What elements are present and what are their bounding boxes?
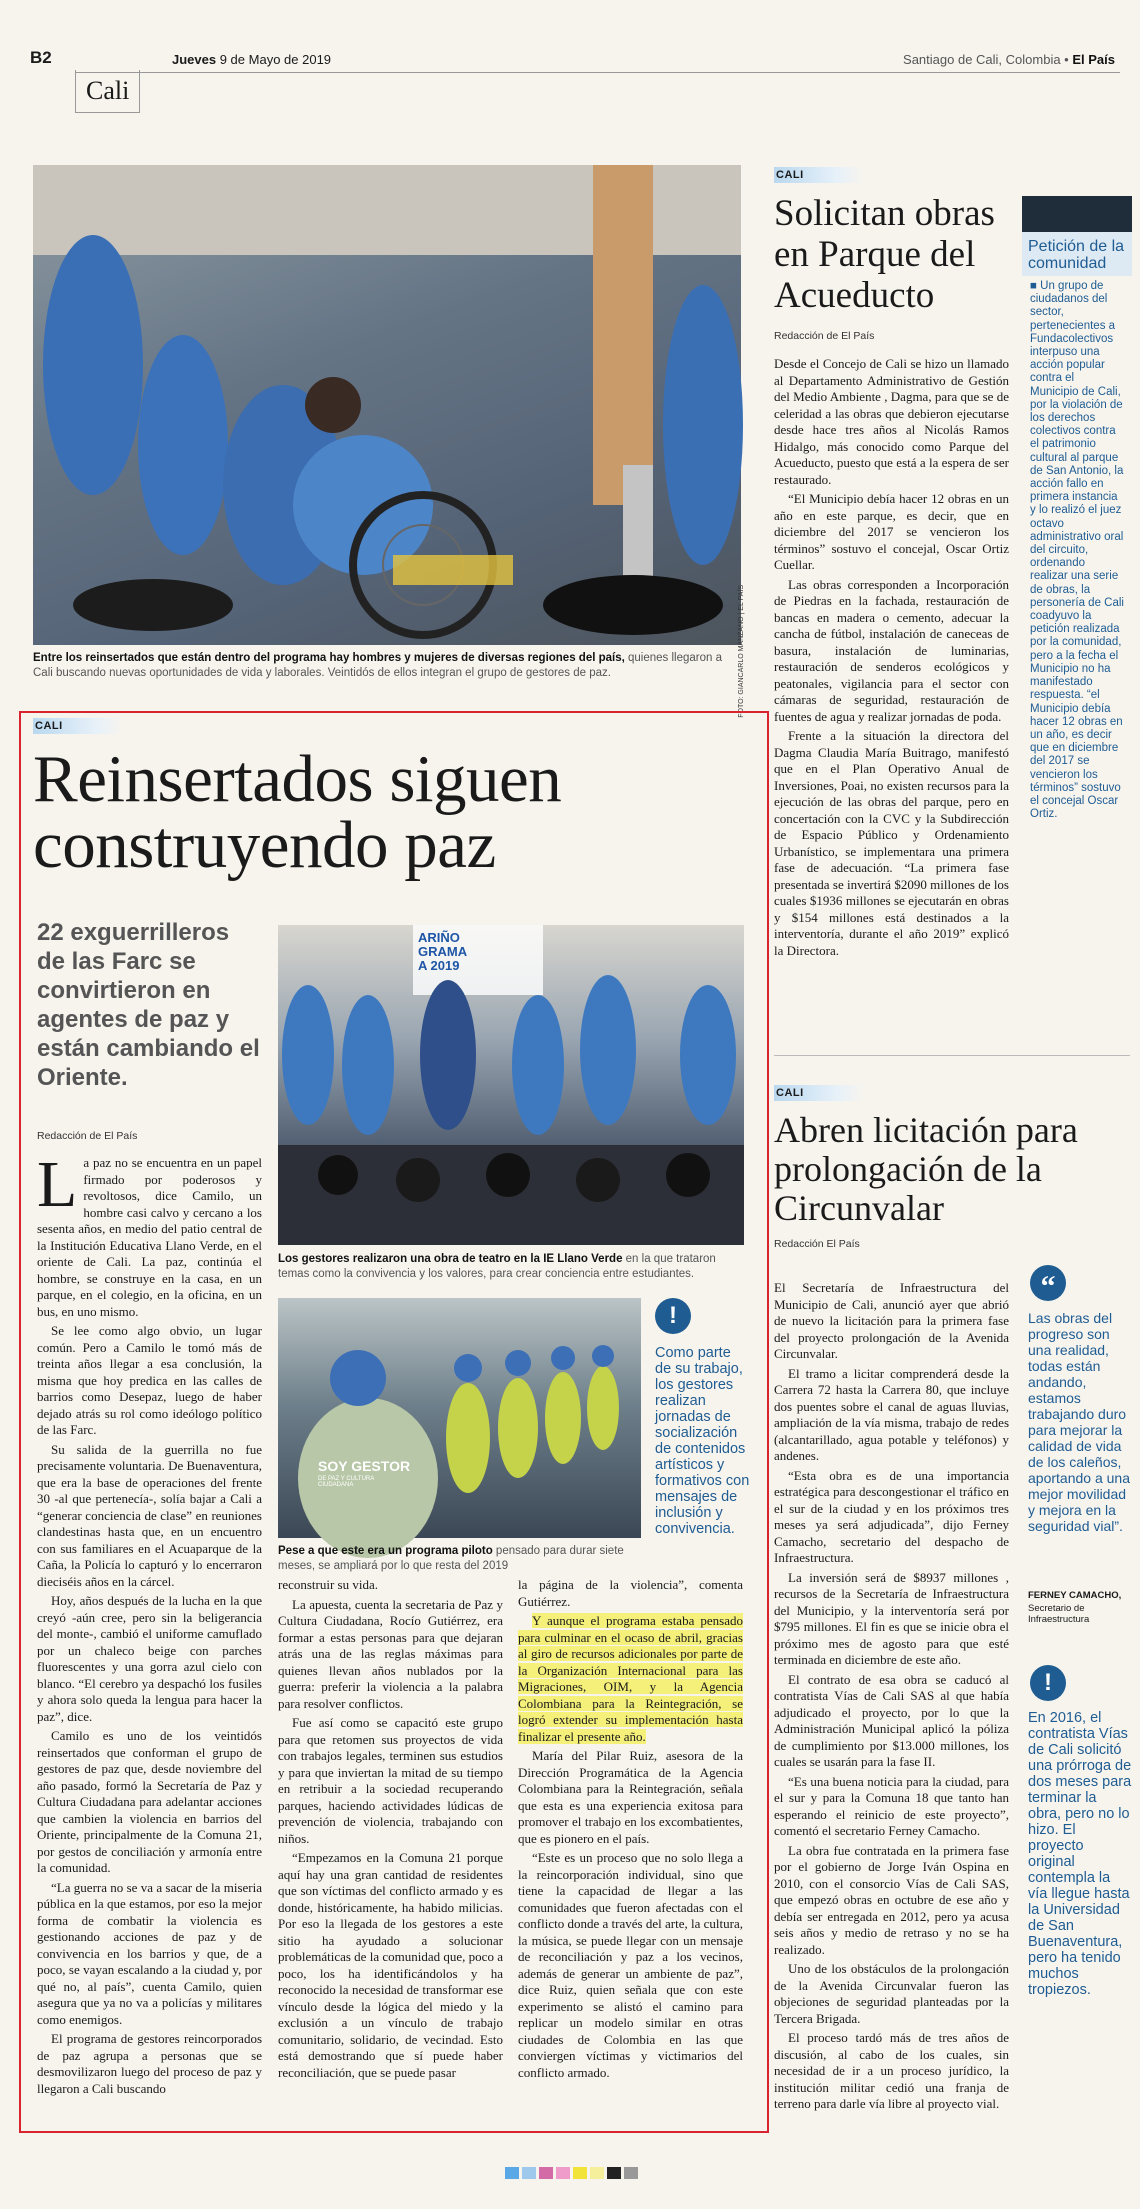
highlighted-text: Y aunque el programa estaba pensado para culminar en el ocaso de abril, gracias al giro de recursos adicionales por parte de la Organización Internacional para las Migraciones, OIM, y la Agencia Colombiana para la Reintegración, se logró extender su implementación hasta finalizar el presente año.: [518, 1613, 743, 1744]
dropcap: L: [37, 1148, 78, 1221]
header-day: Jueves: [172, 52, 217, 67]
main-headline: Reinsertados siguen construyendo paz: [33, 742, 562, 882]
top-caption-bold: Entre los reinsertados que están dentro del programa hay hombres y mujeres de diversas regiones del país,: [33, 652, 625, 664]
header-date: [172, 52, 331, 67]
main-col-3: [518, 1577, 743, 2084]
article3-p2: El tramo a licitar comprenderá desde la Carrera 72 hasta la Carrera 80, que incluye dos puentes sobre el canal de aguas lluvias, ampliación de la vía misma, trabajo de redes (alcantarillado, agua potable y teléfonos) y andenes.: [774, 1365, 1009, 1463]
article3-p4: La inversión será de $8937 millones , recursos de la Secretaría de Infraestructura del Municipio, y la interventoría será por $795 millones. El fin es que se inicie obra el próximo mes de agosto para que esté terminada en diciembre de este año.: [774, 1569, 1009, 1667]
main-kicker: CALI: [33, 718, 123, 734]
article3-body: [774, 1280, 1009, 2116]
registration-bar: [505, 2167, 638, 2179]
header-date-rest: 9 de Mayo de 2019: [219, 52, 332, 67]
main-col-2: [278, 1577, 503, 2084]
article3-headline: Abren licitación para prolongación de la Circunvalar: [774, 1110, 1078, 1228]
article2-byline: Redacción de El País: [774, 330, 875, 342]
section-label: Cali: [86, 76, 130, 105]
main-p2: Se lee como algo obvio, un lugar común. Pero a Camilo le tomó más de treinta años llegar a esa conclusión, la misma que hoy predica en las calles de barrios como Desepaz, luego de haber dejado atrás su rol como ideólogo político de las Farc.: [37, 1323, 262, 1437]
top-photo-credit: FOTO: GIANCARLO MANZANO | EL PAÍS: [738, 585, 745, 718]
page-number: B2: [30, 48, 52, 67]
section-tab: [75, 70, 140, 113]
main-p5: Camilo es uno de los veintidós reinsertados que conforman el grupo de gestores de paz que, desde noviembre del año pasado, formó la Secretaría de Paz y Cultura Ciudadana para adelantar acciones que cambien la violencia en barrios del Oriente, principalmente de la Comuna 21, por gestos de conciliación y armonía entre la comunidad.: [37, 1728, 262, 1875]
article3-p9: El proceso tardó más de tres años de discusión, al cabo de los cuales, sin necesidad de ir a un proceso jurídico, la institución militar cedió una franja de terreno para darle vía libre al proyecto vial.: [774, 2030, 1009, 2111]
main-p12: la página de la violencia”, comenta Gutiérrez.: [518, 1577, 743, 1609]
article3-byline: Redacción El País: [774, 1238, 860, 1250]
article2-p4: Frente a la situación la directora del Dagma Claudia María Buitrago, manifestó que en el Plan Operativo Anual de Inversiones, Poai, no existen recursos para la ejecución de las obras del parque, pero en concertación con la CVC y la Subdirección de Espacio Público y Ordenamiento Urbanístico, se implementara una primera fase de adecuación. “La primera fase presentada se invertirá $2090 millones de los cuales $1936 millones se ejecutarán en obras y $154 millones está destinados a la interventoría, durante el año 2019” explicó la Directora.: [774, 728, 1009, 958]
note-text: En 2016, el contratista Vías de Cali solicitó una prórroga de dos meses para terminar la obra, pero no lo hizo. El proyecto original contempla la vía llegue hasta la Universidad de San Buenaventura, pero ha tenido muchos tropiezos.: [1028, 1710, 1132, 1998]
main-p1: a paz no se encuentra en un papel firmado por poderosos y revoltosos, dice Camilo, un hombre casi calvo y cercano a los sesenta años, en medio del patio central de la Institución Educativa Llano Verde, en el oriente de Cali. La paz, continúa el hombre, se construye en la casa, en un parque, en el colegio, en la oficina, en un bus, en uno mismo.: [37, 1155, 262, 1319]
main-highlight: [518, 1613, 743, 1745]
main-article: [33, 716, 758, 882]
theater-caption-rest: en la que trataron temas como la convivencia y los valores, para crear conciencia entre estudiantes.: [278, 1253, 716, 1280]
header-rule: [75, 72, 1120, 73]
article3-p1: El Secretaría de Infraestructura del Municipio de Cali, anunció ayer que abrió de nuevo la licitación para la primera fase del proyecto prolongación de la Avenida Circunvalar.: [774, 1280, 1009, 1361]
peticion-bar: [1022, 196, 1132, 232]
article2-p3: Las obras corresponden a Incorporación de Piedras en la fachada, restauración de bancas en madera o cemento, adecuar la cancha de fútbol, instalación de caneceas de basura, instalación de luminarias, restauración de senderos ecológicos y peatonales, vigilancia para el sector con cámaras de seguridad, restauración de fuentes de agua y realizar jornadas de poda.: [774, 576, 1009, 724]
article3-p8: Uno de los obstáculos de la prolongación de la Avenida Circunvalar fueron las objeciones de seguridad planteadas por la Tercera Brigada.: [774, 1961, 1009, 2026]
theater-caption-bold: Los gestores realizaron una obra de teatro en la IE Llano Verde: [278, 1253, 623, 1265]
divider: [774, 1055, 1130, 1056]
header-city: Santiago de Cali, Colombia •: [903, 52, 1069, 67]
quote-icon: “: [1030, 1265, 1066, 1301]
theater-photo: [278, 925, 744, 1245]
main-p10: Fue así como se capacitó este grupo para que retomen sus proyectos de vida con trabajos legales, terminen sus estudios y para que inviertan la mitad de su tiempo en retribuir a la sociedad recuperando parques, haciendo actividades lúdicas de prevención de violencia, trabajando con niños.: [278, 1715, 503, 1846]
peticion-text: ■ Un grupo de ciudadanos del sector, pertenecientes a Fundacolectivos interpuso una acción popular contra el Municipio de Cali, por la violación de los derechos colectivos contra el patrimonio cultural al parque de San Antonio, la acción fallo en primera instancia y lo realizó el juez octavo administrativo oral del circuito, ordenando realizar una serie de obras, la personería de Cali coadyuvo la petición realizada por la comunidad, pero a la fecha el Municipio no ha manifestado respuesta. “el Municipio debía hacer 12 obras en un año, es decir que en diciembre del 2017 se vencieron los términos” sostuvo el concejal Oscar Ortiz.: [1030, 280, 1124, 821]
peticion-body: Un grupo de ciudadanos del sector, pertenecientes a Fundacolectivos interpuso una acción popular contra el Municipio de Cali, por la violación de los derechos colectivos contra el patrimonio cultural al parque de San Antonio, la acción fallo en primera instancia y lo realizó el juez octavo administrativo oral del circuito, ordenando realizar una serie de obras, la personería de Cali coadyuvo la petición realizada por la comunidad, pero a la fecha el Municipio no ha manifestado respuesta. “el Municipio debía hacer 12 obras en un año, es decir que en diciembre del 2017 se vencieron los términos” sostuvo el concejal Oscar Ortiz.: [1030, 280, 1124, 821]
main-note-icon: !: [655, 1298, 691, 1334]
article3-p6: “Es una buena noticia para la ciudad, para el sur y para la Comuna 18 que tanto han esperando el reinicio de este proyecto”, comentó el secretario Ferney Camacho.: [774, 1773, 1009, 1838]
quote-role: Secretario de Infraestructura: [1028, 1603, 1090, 1625]
main-p7: El programa de gestores reincorporados de paz agrupa a personas que se desmovilizaron luego del proceso de paz y llegaron a Cali buscando: [37, 2031, 262, 2096]
top-caption-rest: quienes llegaron a Cali buscando nuevas oportunidades de vida y laborales. Veintidós de ellos integran el grupo de gestores de paz.: [33, 652, 722, 679]
theater-caption: [278, 1252, 744, 1282]
article-2: [774, 165, 1014, 962]
main-byline: Redacción de El País: [37, 1130, 138, 1142]
header-location: [903, 52, 1115, 67]
note-icon: !: [1030, 1665, 1066, 1701]
main-p6: “La guerra no se va a sacar de la miseria pública en la que estamos, por eso la mejor forma de combatir la violencia es gestionando acciones de paz y de convivencia en los barrios y que, de a poco, se vayan escalando a la ciudad y, por qué no, al país”, cuenta Camilo, quien asegura que ya no va a policías y militares como enemigos.: [37, 1879, 262, 2027]
article2-kicker: CALI: [774, 167, 864, 183]
main-p4: Hoy, años después de la lucha en la que creyó -aún cree, pero sin la beligerancia del monte-, cambió el uniforme camuflado por un chaleco beige con parches fluorescentes y una gorra azul cielo con blanco. “El cerebro ya despachó los fusiles y ahora solo queda la lengua para hacer la paz”, dice.: [37, 1593, 262, 1724]
article3-kicker: CALI: [774, 1085, 864, 1101]
article2-p1: Desde el Concejo de Cali se hizo un llamado al Departamento Administrativo de Gestión del Medio Ambiente , Dagma, para que se de celeridad a las obras que debieron ejecutarse desde hace tres años al Nicolás Ramos Hidalgo, más conocido como Parque del Acueducto, puesto que está a la espera de ser restaurado.: [774, 356, 1009, 487]
quote-text: Las obras del progreso son una realidad, todas están andando, estamos trabajando duro para mejorar la calidad de vida de los caleños, aportando a una mejor movilidad y mejora en la seguridad vial”.: [1028, 1310, 1130, 1534]
header-brand: El País: [1072, 52, 1115, 67]
gestores-photo-illustration: [278, 1298, 641, 1538]
main-note: Como parte de su trabajo, los gestores realizan jornadas de socialización de contenidos artísticos y formativos con mensajes de inclusión y convivencia.: [655, 1345, 750, 1537]
article3-p7: La obra fue contratada en la primera fase por el gobierno de Jorge Iván Ospina en 2010, con el consorcio Vías de Cali SAS, que empezó obras en octubre de ese año y debía ser entregada en 2012, pero ya acusa seis años y medio de retraso y no se ha realizado.: [774, 1842, 1009, 1957]
peticion-title: Petición de la comunidad: [1022, 232, 1132, 276]
article2-p2: “El Municipio debía hacer 12 obras en un año en este parque, es decir, que en diciembre del 2017 se vencieron los términos” sostuvo el concejal, Oscar Ortiz Cuellar.: [774, 491, 1009, 572]
article2-body: [774, 356, 1009, 959]
main-col-1: [37, 1148, 262, 2100]
theater-banner: ARIÑO GRAMA A 2019: [418, 930, 468, 973]
gestores-caption: [278, 1544, 638, 1574]
theater-photo-illustration: [278, 925, 744, 1245]
gestores-caption-bold: Pese a que este era un programa piloto: [278, 1545, 493, 1557]
main-p8: reconstruir su vida.: [278, 1577, 379, 1592]
article3-p3: “Esta obra es de una importancia estratégica para descongestionar el tráfico en el sur de la ciudad y en los próximos tres meses ya será adjudicada”, dijo Ferney Camacho, secretario del despacho de Infraestructura.: [774, 1467, 1009, 1565]
article2-headline: Solicitan obras en Parque del Acueducto: [774, 193, 995, 316]
vest-sublabel: DE PAZ Y CULTURA CIUDADANA: [318, 1476, 374, 1488]
gestores-photo: [278, 1298, 641, 1538]
main-p3: Su salida de la guerrilla no fue precisamente voluntaria. De Buenaventura, que era la base de operaciones del frente 30 -al que pertenecía-, solía bajar a Cali a “generar conciencia de clase” en reuniones clandestinas hasta que, en un encuentro con sus familiares en el Acuaparque de la Caña, la Policía lo capturó y lo encerraron dieciséis años en la cárcel.: [37, 1441, 262, 1589]
wheelchair-photo-illustration: [33, 165, 741, 645]
article-3: [774, 1083, 1124, 1250]
gestores-caption-rest: pensado para durar siete meses, se ampliará por lo que resta del 2019: [278, 1545, 624, 1572]
main-p9: La apuesta, cuenta la secretaria de Paz y Cultura Ciudadana, Rocío Gutiérrez, era formar a estas personas para que dejaran atrás una de las reglas máximas para quienes llevan años nublados por la guerra: preferir la violencia a la palabra para resolver conflictos.: [278, 1596, 503, 1711]
top-photo-caption: [33, 651, 741, 681]
main-p14: “Este es un proceso que no solo llega a la reincorporación individual, sino que tiene la capacidad de llegar a las comunidades que fueron afectadas con el conflicto donde a través del arte, la cultura, la música, se puede llegar con un mensaje de reconciliación y paz a los vecinos, además de generar un ambiente de paz”, dice Ruiz, quien señala que con este experimento se alistó el camino para replicar un modelo similar en otras ciudades de Colombia en las que conviergen víctimas y victimarios del conflicto armado.: [518, 1850, 743, 2080]
article3-p5: El contrato de esa obra se caducó al contratista Vías de Cali SAS al que había adjudicado el proyecto, por lo que la Administración Municipal aplicó la póliza de cumplimiento por $13.000 millones, los cuales se usarán para la fase II.: [774, 1671, 1009, 1769]
quote-author: FERNEY CAMACHO,: [1028, 1590, 1122, 1601]
vest-label: SOY GESTOR: [318, 1458, 411, 1474]
main-deck: 22 exguerrilleros de las Farc se convirtieron en agentes de paz y están cambiando el Oriente.: [37, 919, 260, 1091]
main-p13: María del Pilar Ruiz, asesora de la Dirección Programática de la Agencia Colombiana para la Reintegración, señala que esta es una experiencia exitosa para promover el trabajo en los excombatientes, que es pionero en el país.: [518, 1748, 743, 1846]
main-p11: “Empezamos en la Comuna 21 porque aquí hay una gran cantidad de residentes que son víctimas del conflicto armado y es donde, históricamente, ha habido milicias. Por eso la llegada de los gestores a este sitio ha ayudado a solucionar problemáticas de la comunidad que, poco a poco, los ha identificándolos y ha reconocido la necesidad de transformar ese vínculo desde la lógica del miedo y la exclusión a un vínculo de trabajo comunitario, solidario, de vecindad. Esto está demostrando que sí puede haber reconciliación, que se puede pasar: [278, 1850, 503, 2080]
page-header: [30, 48, 1120, 118]
peticion-sidebar: [1022, 196, 1132, 821]
